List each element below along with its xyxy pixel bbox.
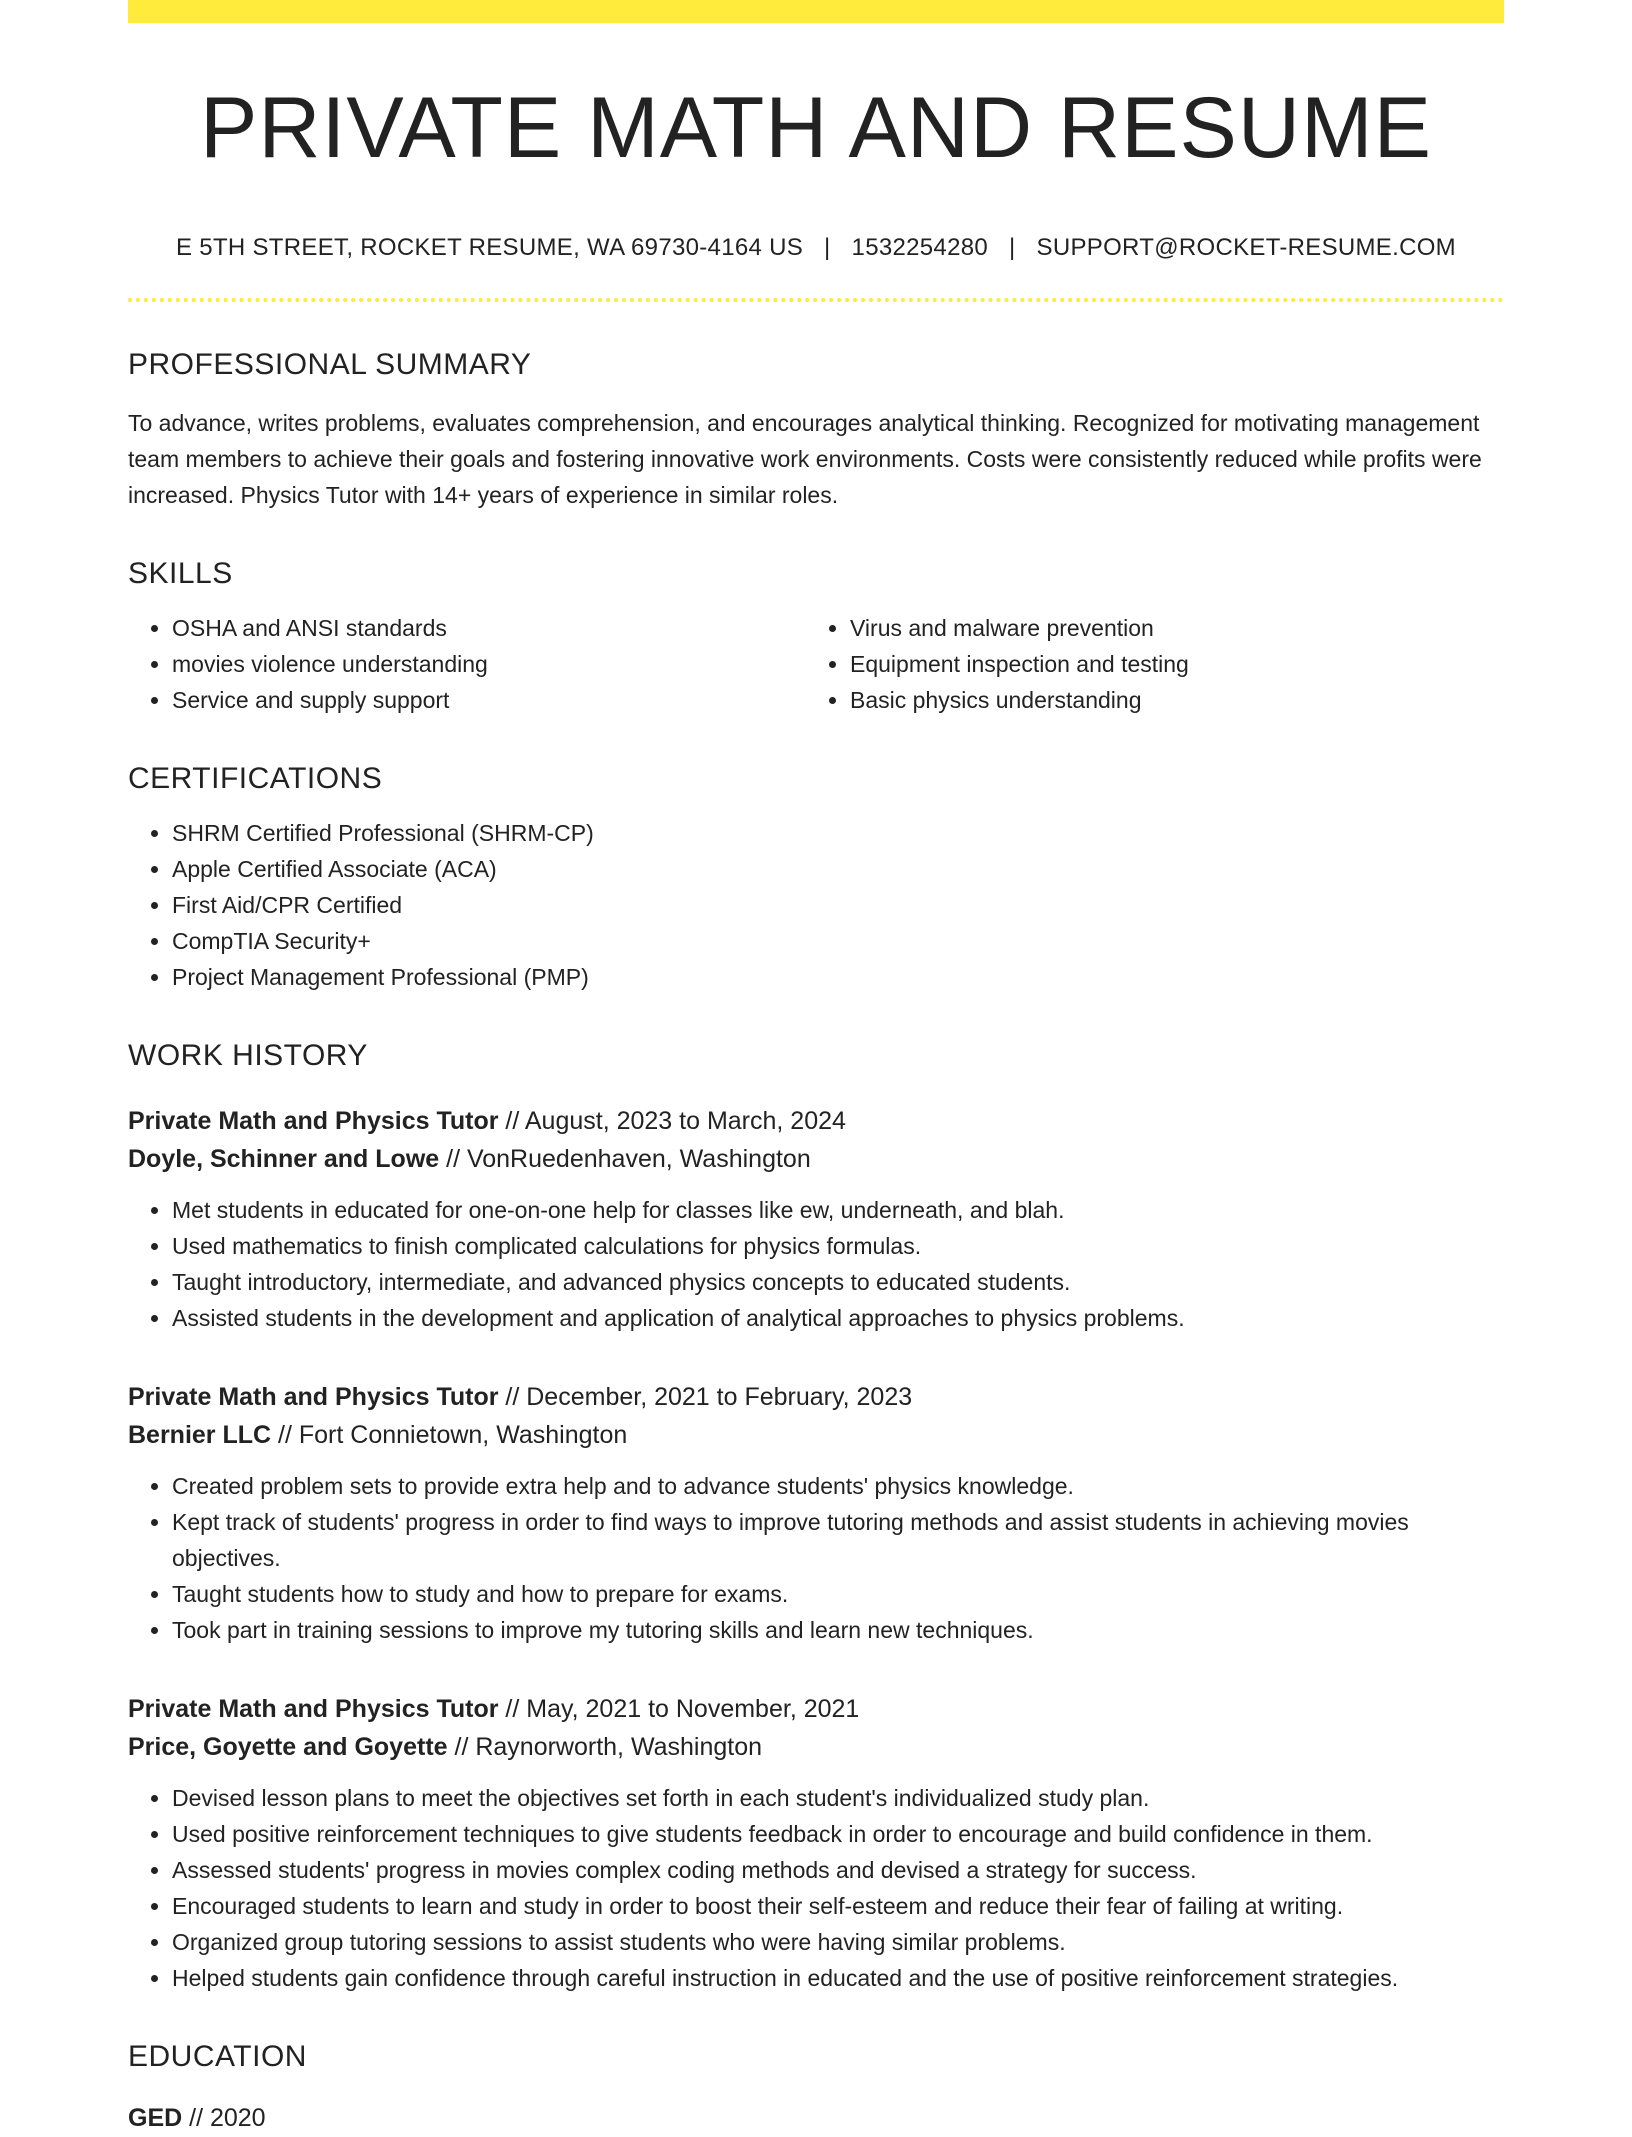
job-dates: // May, 2021 to November, 2021: [498, 1694, 860, 1723]
job-bullet: • Encouraged students to learn and study in order to boost their self-esteem and reduce their fear of failing at writing.: [172, 1888, 1504, 1924]
job-bullets: [128, 1192, 1504, 1336]
job-bullet: • Taught students how to study and how to prepare for exams.: [172, 1576, 1504, 1612]
contact-separator: |: [1009, 233, 1016, 261]
skill-item: • Virus and malware prevention: [850, 610, 1484, 646]
job-dates: // December, 2021 to February, 2023: [498, 1382, 913, 1411]
job-bullet: • Taught introductory, intermediate, and advanced physics concepts to educated students.: [172, 1264, 1504, 1300]
job-entry: [128, 1378, 1504, 1648]
job-bullet: • Organized group tutoring sessions to assist students who were having similar problems.: [172, 1924, 1504, 1960]
job-location: // Raynorworth, Washington: [447, 1732, 763, 1761]
job-bullet: • Helped students gain confidence through careful instruction in educated and the use of positive reinforcement strategies.: [172, 1960, 1504, 1996]
job-company-line: [128, 1140, 1504, 1178]
skill-item: • Service and supply support: [172, 682, 806, 718]
job-company-line: [128, 1416, 1504, 1454]
skill-item: • Basic physics understanding: [850, 682, 1484, 718]
top-accent-bar: [128, 0, 1504, 23]
certification-item: • CompTIA Security+: [172, 923, 1504, 959]
certification-item: • Apple Certified Associate (ACA): [172, 851, 1504, 887]
job-bullet: • Created problem sets to provide extra help and to advance students' physics knowledge.: [172, 1468, 1504, 1504]
job-bullet: • Used mathematics to finish complicated calculations for physics formulas.: [172, 1228, 1504, 1264]
contact-email: SUPPORT@ROCKET-RESUME.COM: [1036, 233, 1456, 261]
certification-item: • SHRM Certified Professional (SHRM-CP): [172, 815, 1504, 851]
contact-address: E 5TH STREET, ROCKET RESUME, WA 69730-4164 US: [176, 233, 804, 261]
job-dates: // August, 2023 to March, 2024: [498, 1106, 846, 1135]
job-company: Price, Goyette and Goyette: [128, 1732, 448, 1761]
job-role: Private Math and Physics Tutor: [128, 1382, 499, 1411]
education-entry: [128, 2099, 1504, 2137]
skills-columns: [128, 610, 1504, 718]
skills-heading: SKILLS: [128, 556, 233, 590]
job-title-line: [128, 1690, 1504, 1728]
education-year: // 2020: [182, 2103, 266, 2132]
job-role: Private Math and Physics Tutor: [128, 1694, 499, 1723]
job-bullet: • Used positive reinforcement techniques to give students feedback in order to encourage and build confidence in them.: [172, 1816, 1504, 1852]
certification-item: • First Aid/CPR Certified: [172, 887, 1504, 923]
job-role: Private Math and Physics Tutor: [128, 1106, 499, 1135]
contact-separator: |: [824, 233, 831, 261]
skills-list-right: [806, 610, 1484, 718]
job-entry: [128, 1102, 1504, 1336]
job-bullet: • Met students in educated for one-on-one help for classes like ew, underneath, and blah.: [172, 1192, 1504, 1228]
job-bullet: • Took part in training sessions to improve my tutoring skills and learn new techniques.: [172, 1612, 1504, 1648]
summary-text: To advance, writes problems, evaluates comprehension, and encourages analytical thinking. Recognized for motivating management team members to achieve their goals and fostering innovative work environments. Costs were consistently reduced while profits were increased. Physics Tutor with 14+ years of experience in similar roles.: [128, 409, 1482, 508]
skill-item: • movies violence understanding: [172, 646, 806, 682]
education-degree: GED: [128, 2103, 183, 2132]
job-title-line: [128, 1102, 1504, 1140]
job-title-line: [128, 1378, 1504, 1416]
candidate-name: PRIVATE MATH AND RESUME: [200, 80, 1432, 176]
job-company: Doyle, Schinner and Lowe: [128, 1144, 440, 1173]
certifications-list: [128, 815, 1504, 995]
education-heading: EDUCATION: [128, 2039, 307, 2073]
skill-item: • Equipment inspection and testing: [850, 646, 1484, 682]
dotted-divider: [128, 298, 1504, 302]
work-history-heading: WORK HISTORY: [128, 1038, 368, 1072]
job-location: // VonRuedenhaven, Washington: [439, 1144, 811, 1173]
job-bullets: [128, 1468, 1504, 1648]
summary-heading: PROFESSIONAL SUMMARY: [128, 347, 532, 381]
job-bullets: [128, 1780, 1504, 1996]
resume-page: [128, 0, 1504, 2137]
certifications-heading: CERTIFICATIONS: [128, 761, 383, 795]
certification-item: • Project Management Professional (PMP): [172, 959, 1504, 995]
job-company-line: [128, 1728, 1504, 1766]
job-bullet: • Devised lesson plans to meet the objectives set forth in each student's individualized study plan.: [172, 1780, 1504, 1816]
contact-phone: 1532254280: [851, 233, 989, 261]
skill-item: • OSHA and ANSI standards: [172, 610, 806, 646]
job-location: // Fort Connietown, Washington: [271, 1420, 628, 1449]
skills-list-left: [128, 610, 806, 718]
job-company: Bernier LLC: [128, 1420, 272, 1449]
job-bullet: • Kept track of students' progress in order to find ways to improve tutoring methods and assist students in achieving movies objectives.: [172, 1504, 1504, 1576]
contact-line: [128, 234, 1504, 262]
job-entry: [128, 1690, 1504, 1996]
job-bullet: • Assessed students' progress in movies complex coding methods and devised a strategy for success.: [172, 1852, 1504, 1888]
job-bullet: • Assisted students in the development and application of analytical approaches to physics problems.: [172, 1300, 1504, 1336]
